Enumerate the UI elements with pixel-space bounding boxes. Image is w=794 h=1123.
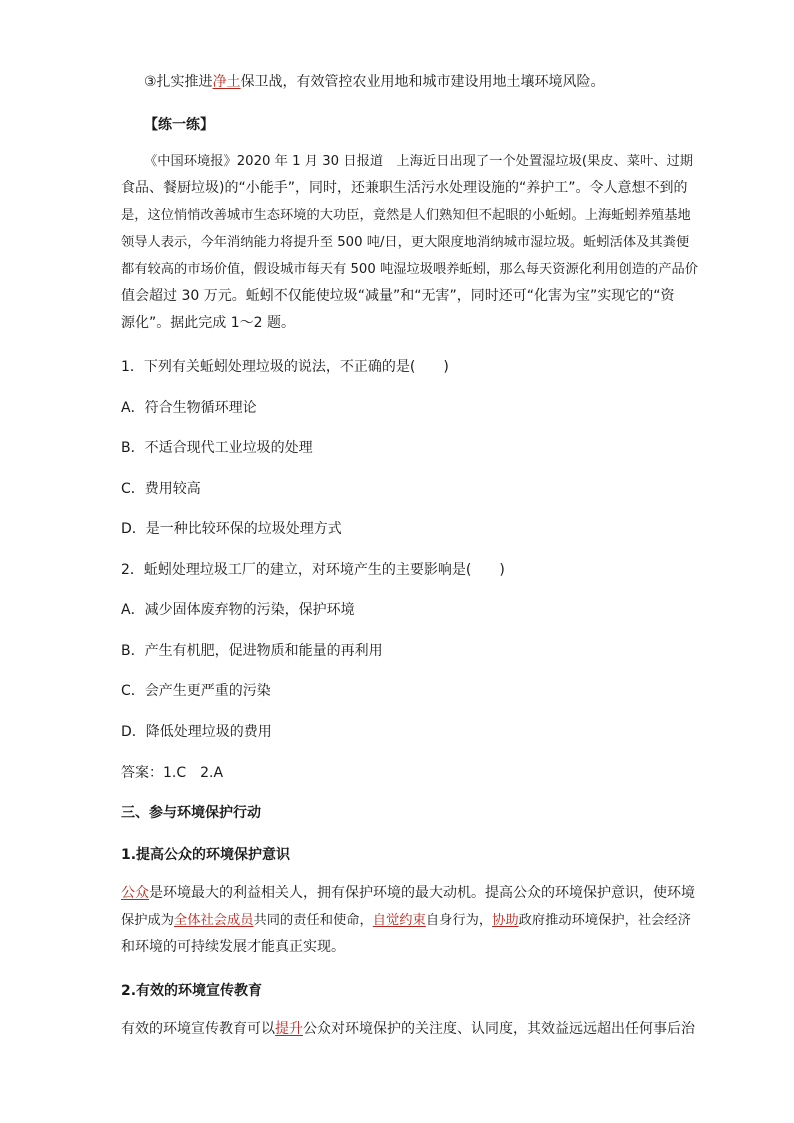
sub1-text: 是环境最大的利益相关人，拥有保护环境的最大动机。提高公众的环境保护意识，使环境 [149, 885, 695, 901]
subsection-2-body [121, 1016, 699, 1043]
term-self-restraint: 自觉约束 [372, 913, 426, 928]
intro-prefix: ③扎实推进 [144, 74, 213, 90]
passage-line: 源化”。据此完成 1～2 题。 [121, 315, 295, 331]
passage-line: 是，这位悄悄改善城市生态环境的大功臣，竟然是人们熟知但不起眼的小蚯蚓。上海蚯蚓养殖基地 [121, 208, 691, 223]
question-2-option-a: A．减少固体废弃物的污染，保护环境 [121, 602, 355, 618]
question-2-option-b: B．产生有机肥，促进物质和能量的再利用 [121, 643, 383, 659]
question-1-option-b: B．不适合现代工业垃圾的处理 [121, 440, 313, 456]
question-2-option-d: D．降低处理垃圾的费用 [121, 724, 272, 740]
question-1-stem: 1．下列有关蚯蚓处理垃圾的说法，不正确的是( ) [121, 359, 449, 375]
sub1-text: 政府推动环境保护，社会经济 [518, 913, 691, 928]
passage-line: 食品、餐厨垃圾)的“小能手”，同时，还兼职生活污水处理设施的“养护工”。令人意想不到的 [121, 180, 688, 196]
answer-key: 答案：1.C 2.A [121, 765, 224, 781]
intro-suffix: 保卫战，有效管控农业用地和城市建设用地土壤环境风险。 [240, 74, 605, 90]
term-raise: 提升 [275, 1021, 303, 1037]
question-1-option-d: D．是一种比较环保的垃圾处理方式 [121, 521, 342, 537]
practice-heading: 【练一练】 [144, 117, 214, 133]
sub1-line-3: 和环境的可持续发展才能真正实现。 [121, 939, 345, 955]
sub1-text: 共同的责任和使命， [253, 913, 373, 928]
sub1-text: 自身行为， [425, 913, 493, 928]
sub2-text: 公众对环境保护的关注度、认同度，其效益远远超出任何事后治 [303, 1021, 695, 1037]
question-1-option-c: C．费用较高 [121, 481, 201, 497]
passage-line: 都有较高的市场价值，假设城市每天有 500 吨湿垃圾喂养蚯蚓，那么每天资源化利用创造的产品价 [121, 262, 698, 277]
sub2-text: 有效的环境宣传教育可以 [121, 1021, 275, 1037]
subsection-2-heading: 2.有效的环境宣传教育 [121, 983, 263, 999]
passage-line: 值会超过 30 万元。蚯蚓不仅能使垃圾“减量”和“无害”，同时还可“化害为宝”实现它的“资 [121, 288, 675, 304]
passage [121, 148, 699, 337]
section-heading: 三、参与环境保护行动 [121, 805, 261, 821]
question-2-option-c: C．会产生更严重的污染 [121, 683, 271, 699]
sub2-line-1 [121, 1016, 699, 1043]
sub1-line-2 [121, 907, 699, 934]
term-assist: 协助 [492, 913, 519, 928]
sub1-text: 保护成为 [121, 913, 175, 928]
passage-line: 领导人表示，今年消纳能力将提升至 500 吨/日，更大限度地消纳城市湿垃圾。蚯蚓活体及其粪便 [121, 235, 690, 250]
term-public: 公众 [121, 885, 149, 901]
passage-line: 《中国环境报》2020 年 1 月 30 日报道 上海近日出现了一个处置湿垃圾(果皮、菜叶、过期 [144, 154, 693, 169]
subsection-1-body [121, 880, 699, 961]
question-1-option-a: A．符合生物循环理论 [121, 400, 257, 416]
intro-item [144, 72, 605, 92]
question-2-stem: 2．蚯蚓处理垃圾工厂的建立，对环境产生的主要影响是( ) [121, 562, 505, 578]
subsection-1-heading: 1.提高公众的环境保护意识 [121, 847, 291, 863]
sub1-line-1 [121, 880, 699, 907]
term-all-members: 全体社会成员 [174, 913, 254, 928]
intro-highlight: 净土 [212, 74, 241, 90]
